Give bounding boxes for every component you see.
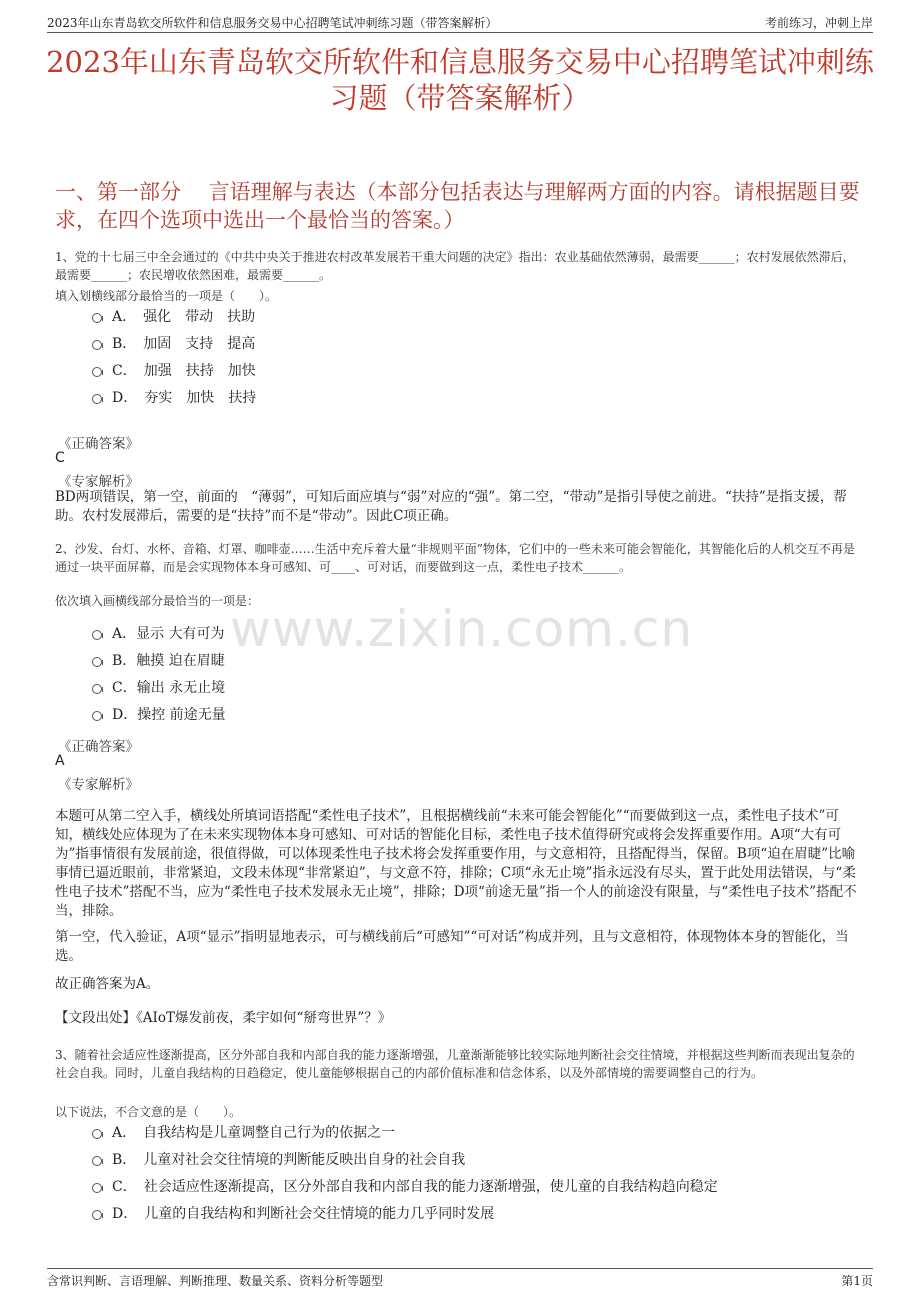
footer-question-types: 含常识判断、言语理解、判断推理、数量关系、资料分析等题型 <box>47 1274 384 1288</box>
radio-icon[interactable] <box>92 684 102 694</box>
analysis-label: 《专家解析》 <box>58 777 139 793</box>
option-label: A． 强化 带动 扶助 <box>112 309 256 325</box>
question-1-prompt: 填入划横线部分最恰当的一项是（ ）。 <box>55 289 278 303</box>
radio-icon[interactable] <box>92 1183 102 1193</box>
option-b[interactable] <box>92 331 256 358</box>
radio-icon[interactable] <box>92 1210 102 1220</box>
option-label: A． 自我结构是儿童调整自己行为的依据之一 <box>112 1125 396 1141</box>
option-label: D． 夯实 加快 扶持 <box>112 390 257 406</box>
question-3-stem: 3、随着社会适应性逐渐提高，区分外部自我和内部自我的能力逐渐增强，儿童渐渐能够比较实际地判断社会交往情境，并根据这些判断而表现出复杂的社会自我。同时，儿童自我结构的日趋稳定，使儿童能够根据自己的内部价值标准和信念体系，以及外部情境的需要调整自己的行为。 <box>55 1048 855 1080</box>
page-footer <box>47 1268 873 1289</box>
radio-icon[interactable] <box>92 711 102 721</box>
question-3-prompt: 以下说法，不合文意的是（ ）。 <box>55 1105 242 1119</box>
option-label: B．触摸 迫在眉睫 <box>112 653 225 669</box>
option-label: D．操控 前途无量 <box>112 707 226 723</box>
analysis-label: 《专家解析》 <box>58 474 139 490</box>
radio-icon[interactable] <box>92 340 102 350</box>
answer-value: C <box>55 450 65 466</box>
header-doc-title: 2023年山东青岛软交所软件和信息服务交易中心招聘笔试冲刺练习题（带答案解析） <box>47 16 498 30</box>
option-a[interactable] <box>92 621 226 648</box>
radio-icon[interactable] <box>92 1156 102 1166</box>
option-d[interactable] <box>92 1201 718 1228</box>
option-label: C．输出 永无止境 <box>112 680 226 696</box>
option-c[interactable] <box>92 675 226 702</box>
page-title: 2023年山东青岛软交所软件和信息服务交易中心招聘笔试冲刺练习题（带答案解析） <box>46 45 874 115</box>
question-2-stem: 2、沙发、台灯、水杯、音箱、灯罩、咖啡壶……生活中充斥着大量“非规则平面”物体，它们中的一些未来可能会智能化，其智能化后的人机交互不再是通过一块平面屏幕，而是会实现物体本身可感知、可____、可对话，而要做到这一点，柔性电子技术______。 <box>55 542 855 574</box>
option-c[interactable] <box>92 1174 718 1201</box>
option-d[interactable] <box>92 385 256 412</box>
answer-label: 《正确答案》 <box>58 436 139 452</box>
answer-label: 《正确答案》 <box>58 739 139 755</box>
question-1-stem: 1、党的十七届三中全会通过的《中共中央关于推进农村改革发展若干重大问题的决定》指出：农业基础依然薄弱，最需要______；农村发展依然滞后，最需要______；农民增收依然困难，最需要______。 <box>55 250 855 282</box>
question-3-options <box>92 1120 718 1228</box>
option-b[interactable] <box>92 648 226 675</box>
page-header <box>47 10 873 33</box>
analysis-paragraph-1: 本题可从第二空入手，横线处所填词语搭配“柔性电子技术”，且根据横线前“未来可能会智能化”“而要做到这一点，柔性电子技术”可知，横线处应体现为了在未来实现物体本身可感知、可对话的智能化目标，柔性电子技术值得研究或将会发挥重要作用。A项“大有可为”指事情很有发展前途，很值得做，可以体现柔性电子技术将会发挥重要作用，与文意相符，且搭配得当，保留。B项“迫在眉睫”比喻事情已逼近眼前，非常紧迫，文段未体现“非常紧迫”，与文意不符，排除；C项“永无止境”指永远没有尽头，置于此处用法错误，与“柔性电子技术”搭配不当，应为“柔性电子技术发展永无止境”，排除；D项“前途无量”指一个人的前途没有限量，与“柔性电子技术”搭配不当，排除。 <box>55 808 857 919</box>
section-heading: 一、第一部分 言语理解与表达（本部分包括表达与理解两方面的内容。请根据题目要求，在四个选项中选出一个最恰当的答案。） <box>55 180 860 232</box>
option-label: C． 社会适应性逐渐提高，区分外部自我和内部自我的能力逐渐增强，使儿童的自我结构趋向稳定 <box>112 1179 718 1195</box>
question-1-options <box>92 304 256 412</box>
option-d[interactable] <box>92 702 226 729</box>
radio-icon[interactable] <box>92 1129 102 1139</box>
analysis-paragraph-3: 故正确答案为A。 <box>55 976 160 992</box>
radio-icon[interactable] <box>92 657 102 667</box>
radio-icon[interactable] <box>92 313 102 323</box>
option-c[interactable] <box>92 358 256 385</box>
header-slogan: 考前练习，冲刺上岸 <box>764 16 873 30</box>
analysis-paragraph-2: 第一空，代入验证，A项“显示”指明显地表示，可与横线前后“可感知”“可对话”构成并列，且与文意相符，体现物体本身的智能化，当选。 <box>55 929 849 964</box>
option-label: B． 加固 支持 提高 <box>112 336 256 352</box>
radio-icon[interactable] <box>92 394 102 404</box>
option-label: D． 儿童的自我结构和判断社会交往情境的能力几乎同时发展 <box>112 1206 495 1222</box>
option-b[interactable] <box>92 1147 718 1174</box>
page-number: 第1页 <box>841 1274 873 1288</box>
question-2-options <box>92 621 226 729</box>
radio-icon[interactable] <box>92 630 102 640</box>
radio-icon[interactable] <box>92 367 102 377</box>
option-a[interactable] <box>92 1120 718 1147</box>
option-label: A．显示 大有可为 <box>112 626 225 642</box>
answer-value: A <box>55 753 65 769</box>
option-label: B． 儿童对社会交往情境的判断能反映出自身的社会自我 <box>112 1152 466 1168</box>
option-label: C． 加强 扶持 加快 <box>112 363 256 379</box>
source-citation: 【文段出处】《AIoT爆发前夜，柔宇如何“掰弯世界”？》 <box>55 1010 392 1026</box>
option-a[interactable] <box>92 304 256 331</box>
watermark: www.zixin.com.cn <box>230 600 694 658</box>
analysis-text: BD两项错误，第一空，前面的 “薄弱”，可知后面应填与“弱”对应的“强”。第二空，“带动”是指引导使之前进。“扶持”是指支援，帮助。农村发展滞后，需要的是“扶持”而不是“带动”。因此C项正确。 <box>55 489 847 524</box>
question-2-prompt: 依次填入画横线部分最恰当的一项是： <box>55 594 260 608</box>
